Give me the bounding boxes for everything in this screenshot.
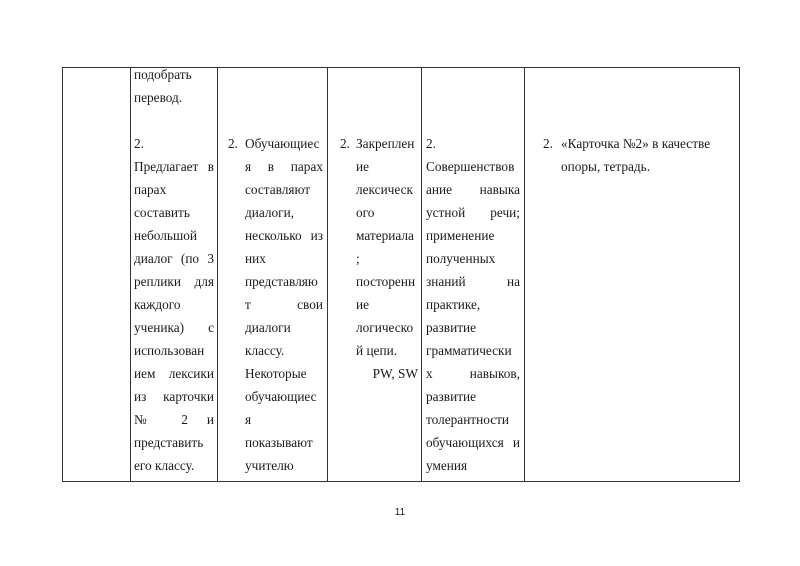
cell-work-forms [356, 132, 420, 362]
cell-text-line: полученных [426, 251, 496, 266]
cell-text-line: реплики для [134, 274, 214, 289]
cell-text-line: диалоги [245, 320, 291, 335]
cell-text-line: подобрать [134, 67, 192, 82]
cell-text-line: представляю [245, 274, 318, 289]
cell-text-line: показывают [245, 435, 313, 450]
cell-text-line: Некоторые [245, 366, 307, 381]
work-forms-note: PW, SW [372, 366, 418, 381]
cell-text-line: развитие [426, 389, 477, 404]
cell-text-line: умения [426, 458, 468, 473]
cell-text-line: развитие [426, 320, 477, 335]
cell-text-line [134, 109, 214, 132]
cell-text-line: логическо [356, 320, 414, 335]
cell-text-line: диалоги, [245, 205, 295, 220]
cell-text-line: обучающиес [245, 389, 317, 404]
column-divider [217, 67, 218, 482]
cell-resources [561, 132, 731, 178]
cell-text-line: обучающихся и [426, 435, 520, 450]
cell-text-line: х навыков, [426, 366, 520, 381]
cell-teacher-activity [134, 63, 214, 477]
cell-text-line: представить [134, 435, 204, 450]
cell-text-line: из карточки [134, 389, 214, 404]
cell-text-line: опоры, тетрадь. [561, 159, 651, 174]
list-number: 2. [340, 136, 350, 151]
cell-text-line: ием лексики [134, 366, 214, 381]
cell-text-line: № 2 и [134, 412, 214, 427]
cell-text-line: лексическ [356, 182, 413, 197]
column-divider [421, 67, 422, 482]
cell-text-line: устной речи; [426, 205, 520, 220]
cell-text-line: 2. [426, 136, 436, 151]
cell-text-line: его классу. [134, 458, 195, 473]
cell-text-line: использован [134, 343, 205, 358]
cell-text-line: Предлагает в [134, 159, 214, 174]
column-divider [327, 67, 328, 482]
column-divider [130, 67, 131, 482]
cell-text-line: я [245, 412, 252, 427]
cell-text-line: каждого [134, 297, 181, 312]
cell-text-line: грамматически [426, 343, 512, 358]
cell-text-line: составить [134, 205, 190, 220]
list-number: 2. [228, 136, 238, 151]
cell-text-line: практике, [426, 297, 481, 312]
cell-student-activity [245, 132, 323, 477]
cell-text-line: т свои [245, 297, 323, 312]
cell-text-line: парах [134, 182, 167, 197]
cell-text-line: учителю [245, 458, 294, 473]
cell-text-line: Закреплен [356, 136, 415, 151]
column-divider [524, 67, 525, 482]
cell-text-line: ; [356, 251, 360, 266]
cell-text-line: посторенн [356, 274, 416, 289]
cell-text-line: й цепи. [356, 343, 398, 358]
cell-text-line: несколько из [245, 228, 323, 243]
cell-text-line: «Карточка №2» в качестве [561, 136, 711, 151]
cell-text-line: материала [356, 228, 414, 243]
cell-text-line: ие [356, 297, 370, 312]
cell-text-line: знаний на [426, 274, 520, 289]
cell-text-line: ание навыка [426, 182, 520, 197]
cell-text-line: ученика) с [134, 320, 214, 335]
cell-text-line: перевод. [134, 90, 183, 105]
cell-goals [426, 132, 520, 477]
cell-text-line: Совершенствов [426, 159, 515, 174]
cell-text-line: применение [426, 228, 495, 243]
cell-text-line: 2. [134, 136, 144, 151]
cell-text-line: классу. [245, 343, 285, 358]
cell-text-line: небольшой [134, 228, 197, 243]
cell-text-line: диалог (по 3 [134, 251, 214, 266]
cell-text-line: ого [356, 205, 375, 220]
cell-text-line: я в парах [245, 159, 323, 174]
page-number: 11 [394, 507, 406, 518]
cell-text-line: ие [356, 159, 370, 174]
cell-text-line: толерантности [426, 412, 510, 427]
list-number: 2. [543, 136, 553, 151]
cell-text-line: составляют [245, 182, 311, 197]
cell-text-line: них [245, 251, 266, 266]
cell-text-line: Обучающиес [245, 136, 320, 151]
